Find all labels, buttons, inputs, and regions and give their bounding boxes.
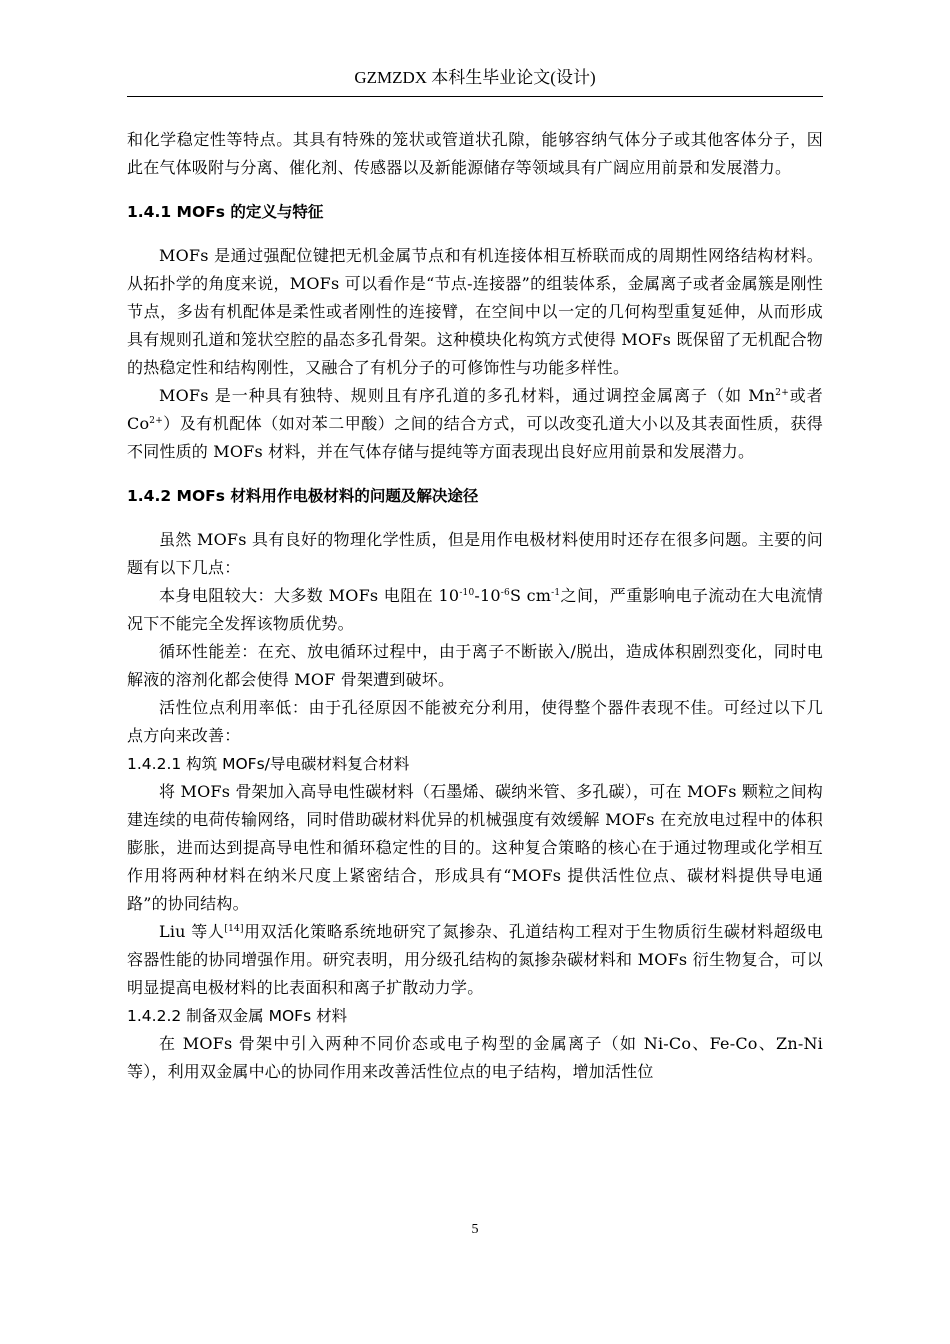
text-segment: ）及有机配体（如对苯二甲酸）之间的结合方式，可以改变孔道大小以及其表面性质，获得不同性质的 MOFs 材料，并在气体存储与提纯等方面表现出良好应用前景和发展潜力。 xyxy=(127,414,823,461)
superscript: 2+ xyxy=(775,388,789,398)
superscript: -10 xyxy=(459,588,475,598)
header-title: GZMZDX 本科生毕业论文(设计) xyxy=(354,68,596,87)
text-segment: MOFs 是一种具有独特、规则且有序孔道的多孔材料，通过调控金属离子（如 Mn xyxy=(159,386,776,405)
superscript: -6 xyxy=(500,588,510,598)
paragraph-problem-cycling: 循环性能差：在充、放电循环过程中，由于离子不断嵌入/脱出，造成体积剧烈变化，同时电解液的溶剂化都会使得 MOF 骨架遭到破坏。 xyxy=(127,642,823,689)
paragraph-problem-active-sites: 活性位点利用率低：由于孔径原因不能被充分利用，使得整个器件表现不佳。可经过以下几点方向来改善： xyxy=(127,698,823,745)
text-segment: 用双活化策略系统地研究了氮掺杂、孔道结构工程对于生物质衍生碳材料超级电容器性能的协同增强作用。研究表明，用分级孔结构的氮掺杂碳材料和 MOFs 衍生物复合，可以明显提高电极材料的比表面积和离子扩散动力学。 xyxy=(127,922,823,997)
paragraph-problem-resistance xyxy=(127,582,823,638)
text-segment: 之间，严重影响电子流动在大电流情况下不能完全发挥该物质优势。 xyxy=(127,586,823,633)
paragraph-carbon-composite: 将 MOFs 骨架加入高导电性碳材料（石墨烯、碳纳米管、多孔碳），可在 MOFs 颗粒之间构建连续的电荷传输网络，同时借助碳材料优异的机械强度有效缓解 MOFs 在充放电过程中的体积膨胀，进而达到提高导电性和循环稳定性的目的。这种复合策略的核心在于通过物理或化学相互作用将两种材料在纳米尺度上紧密结合，形成具有“MOFs 提供活性位点、碳材料提供导电通路”的协同结构。 xyxy=(127,782,823,913)
superscript: -1 xyxy=(551,588,561,598)
text-segment: Liu 等人 xyxy=(159,922,225,941)
text-segment: S cm xyxy=(509,586,552,605)
paragraph-intro: 和化学稳定性等特点。其具有特殊的笼状或管道状孔隙，能够容纳气体分子或其他客体分子，因此在气体吸附与分离、催化剂、传感器以及新能源储存等领域具有广阔应用前景和发展潜力。 xyxy=(127,130,823,177)
subsection-heading-1-4-2-1: 1.4.2.1 构筑 MOFs/导电碳材料复合材料 xyxy=(127,755,410,773)
paragraph-mofs-definition: MOFs 是通过强配位键把无机金属节点和有机连接体相互桥联而成的周期性网络结构材料。从拓扑学的角度来说，MOFs 可以看作是“节点-连接器”的组装体系，金属离子或者金属簇是刚性节点，多齿有机配体是柔性或者刚性的连接臂，在空间中以一定的几何构型重复延伸，从而形成具有规则孔道和笼状空腔的晶态多孔骨架。这种模块化构筑方式使得 MOFs 既保留了无机配合物的热稳定性和结构刚性，又融合了有机分子的可修饰性与功能多样性。 xyxy=(127,246,823,377)
subsection-heading-1-4-2-2: 1.4.2.2 制备双金属 MOFs 材料 xyxy=(127,1007,348,1025)
page-header xyxy=(127,66,823,97)
paragraph-problems-intro: 虽然 MOFs 具有良好的物理化学性质，但是用作电极材料使用时还存在很多问题。主要的问题有以下几点： xyxy=(127,530,823,577)
document-body xyxy=(127,126,823,1086)
section-heading-1-4-1: 1.4.1 MOFs 的定义与特征 xyxy=(127,203,324,221)
text-segment: -10 xyxy=(474,586,501,605)
section-heading-1-4-2: 1.4.2 MOFs 材料用作电极材料的问题及解决途径 xyxy=(127,487,479,505)
citation-superscript: [14] xyxy=(224,924,244,934)
text-segment: 本身电阻较大：大多数 MOFs 电阻在 10 xyxy=(159,586,460,605)
paragraph-bimetal: 在 MOFs 骨架中引入两种不同价态或电子构型的金属离子（如 Ni-Co、Fe-Co、Zn-Ni 等），利用双金属中心的协同作用来改善活性位点的电子结构，增加活性位 xyxy=(127,1034,823,1081)
text-segment: 或者 Co xyxy=(127,386,823,433)
superscript: 2+ xyxy=(149,416,163,426)
paragraph-liu-study xyxy=(127,918,823,1002)
page-number: 5 xyxy=(471,1222,479,1237)
paragraph-mofs-porous xyxy=(127,382,823,466)
